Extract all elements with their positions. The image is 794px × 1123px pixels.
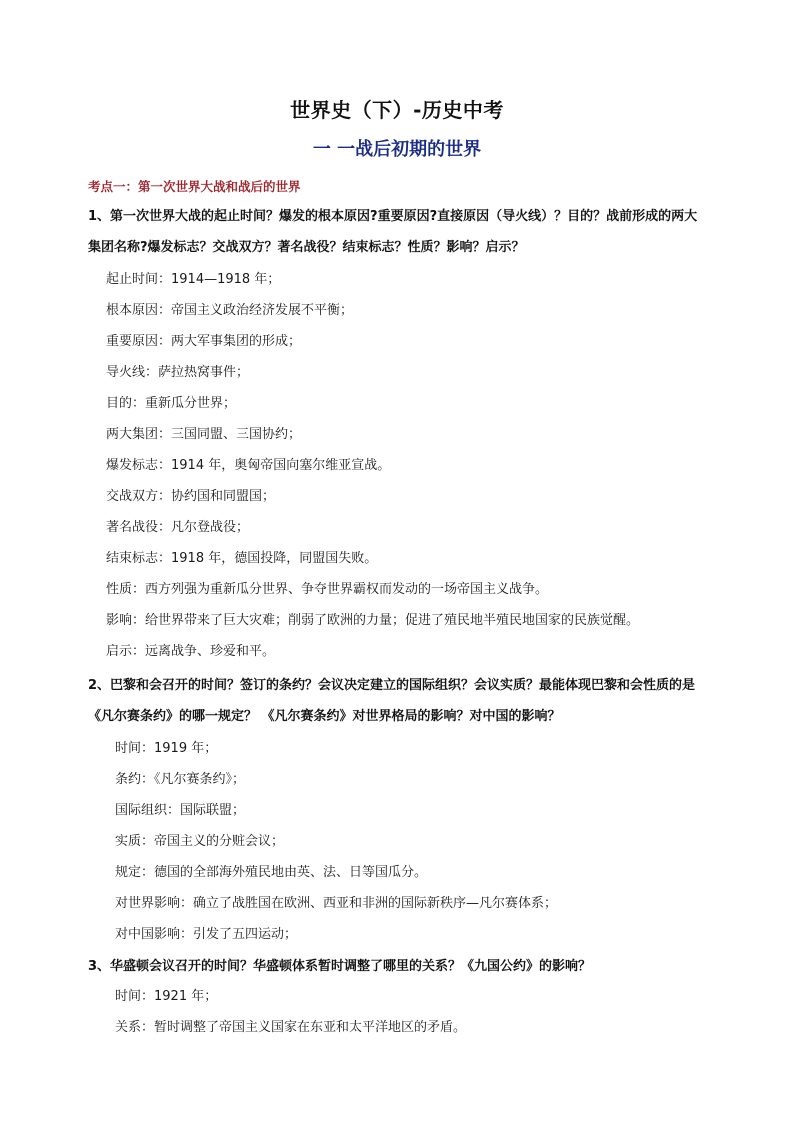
answer-line: 对世界影响：确立了战胜国在欧洲、西亚和非洲的国际新秩序—凡尔赛体系；	[115, 896, 558, 911]
answer-line: 两大集团：三国同盟、三国协约；	[106, 427, 302, 442]
answer-line: 影响：给世界带来了巨大灾难；削弱了欧洲的力量；促进了殖民地半殖民地国家的民族觉醒。	[106, 613, 640, 628]
answer-line: 交战双方：协约国和同盟国；	[106, 489, 276, 504]
answer-line: 实质：帝国主义的分赃会议；	[115, 834, 285, 849]
answer-line: 结束标志：1918 年，德国投降，同盟国失败。	[106, 551, 378, 566]
answer-line: 时间：1919 年；	[115, 741, 218, 756]
answer-line: 性质：西方列强为重新瓜分世界、争夺世界霸权而发动的一场帝国主义战争。	[106, 582, 549, 597]
question-2: 2、巴黎和会召开的时间？签订的条约？会议决定建立的国际组织？会议实质？最能体现巴黎和会性质的是《凡尔赛条约》的哪一规定？ 《凡尔赛条约》对世界格局的影响？对中国的影响？	[88, 678, 696, 724]
answer-line: 规定：德国的全部海外殖民地由英、法、日等国瓜分。	[115, 865, 428, 880]
answer-line: 国际组织：国际联盟；	[115, 803, 246, 818]
answer-line: 时间：1921 年；	[115, 989, 218, 1004]
question-3: 3、华盛顿会议召开的时间？华盛顿体系暂时调整了哪里的关系？《九国公约》的影响？	[88, 959, 592, 974]
answer-line: 目的：重新瓜分世界；	[106, 396, 237, 411]
section-heading: 考点一：第一次世界大战和战后的世界	[88, 179, 301, 194]
answer-line: 根本原因：帝国主义政治经济发展不平衡；	[106, 303, 354, 318]
answer-line: 著名战役：凡尔登战役；	[106, 520, 250, 535]
chapter-heading: 一 一战后初期的世界	[312, 139, 482, 160]
answer-line: 对中国影响：引发了五四运动；	[115, 927, 298, 942]
answer-line: 关系：暂时调整了帝国主义国家在东亚和太平洋地区的矛盾。	[115, 1020, 467, 1035]
answer-line: 爆发标志：1914 年，奥匈帝国向塞尔维亚宣战。	[106, 458, 391, 473]
answer-line: 导火线：萨拉热窝事件；	[106, 365, 250, 380]
answer-line: 重要原因：两大军事集团的形成；	[106, 334, 302, 349]
answer-line: 启示：远离战争、珍爱和平。	[106, 644, 276, 659]
answer-line: 条约：《凡尔赛条约》；	[115, 772, 246, 787]
answer-line: 起止时间：1914—1918 年；	[106, 272, 281, 287]
question-1: 1、第一次世界大战的起止时间？爆发的根本原因?重要原因?直接原因（导火线）？目的？战前形成的两大集团名称?爆发标志？交战双方？著名战役？结束标志？性质？影响？启示？	[88, 209, 698, 255]
page-title: 世界史（下）-历史中考	[290, 98, 504, 122]
